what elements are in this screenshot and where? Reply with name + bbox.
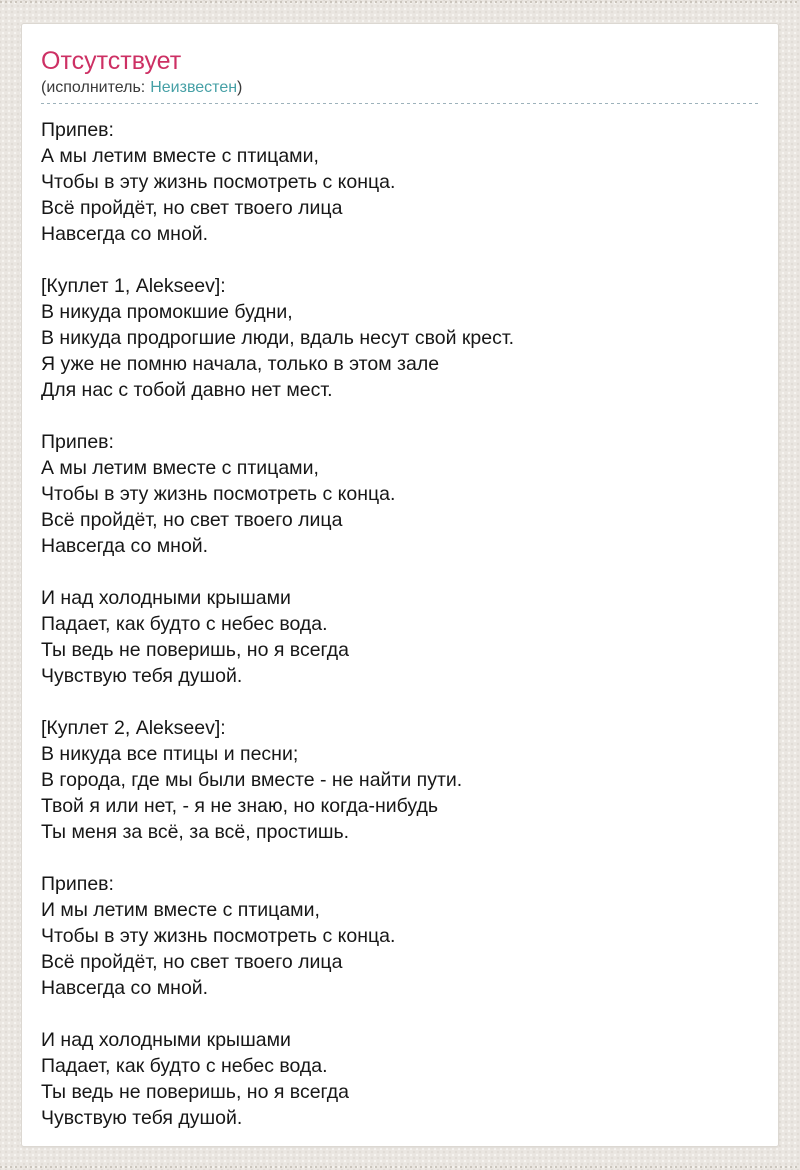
song-title: Отсутствует xyxy=(41,47,182,75)
lyric-line: И мы летим вместе с птицами, xyxy=(41,899,320,921)
lyric-line: Всё пройдёт, но свет твоего лица xyxy=(41,951,343,973)
lyric-line: Твой я или нет, - я не знаю, но когда-нибудь xyxy=(41,795,439,817)
artist-close-paren: ) xyxy=(237,79,243,96)
page-edge-texture-bottom xyxy=(0,1166,800,1168)
lyric-line: Навсегда со мной. xyxy=(41,977,209,999)
lyrics-card xyxy=(21,23,779,1147)
lyric-line: Припев: xyxy=(41,431,114,453)
lyric-stanza xyxy=(41,117,758,247)
artist-line xyxy=(41,78,758,98)
lyric-line: Ты ведь не поверишь, но я всегда xyxy=(41,1081,350,1103)
lyric-stanza xyxy=(41,429,758,559)
lyric-line: Ты меня за всё, за всё, простишь. xyxy=(41,821,350,843)
lyric-line: Припев: xyxy=(41,119,114,141)
lyric-line: В никуда промокшие будни, xyxy=(41,301,293,323)
lyric-line: Для нас с тобой давно нет мест. xyxy=(41,379,333,401)
song-header xyxy=(41,46,758,104)
lyric-line: Чувствую тебя душой. xyxy=(41,1107,243,1129)
lyric-line: Чтобы в эту жизнь посмотреть с конца. xyxy=(41,483,396,505)
lyric-line: Всё пройдёт, но свет твоего лица xyxy=(41,197,343,219)
lyric-line: Ты ведь не поверишь, но я всегда xyxy=(41,639,350,661)
lyric-line: Чувствую тебя душой. xyxy=(41,665,243,687)
lyric-line: И над холодными крышами xyxy=(41,1029,291,1051)
lyric-stanza xyxy=(41,273,758,403)
lyric-line: Чтобы в эту жизнь посмотреть с конца. xyxy=(41,925,396,947)
artist-label: (исполнитель: xyxy=(41,79,146,96)
lyrics-text xyxy=(41,117,758,1131)
lyric-line: А мы летим вместе с птицами, xyxy=(41,145,319,167)
lyric-line: Падает, как будто с небес вода. xyxy=(41,1055,328,1077)
artist-link[interactable]: Неизвестен xyxy=(150,79,238,96)
page-edge-texture-top xyxy=(0,1,800,3)
lyric-stanza xyxy=(41,715,758,845)
lyric-line: В никуда продрогшие люди, вдаль несут свой крест. xyxy=(41,327,515,349)
lyric-line: Чтобы в эту жизнь посмотреть с конца. xyxy=(41,171,396,193)
lyric-line: Навсегда со мной. xyxy=(41,535,209,557)
lyric-stanza xyxy=(41,585,758,689)
lyric-line: [Куплет 1, Alekseev]: xyxy=(41,275,226,297)
lyric-line: Навсегда со мной. xyxy=(41,223,209,245)
lyric-stanza xyxy=(41,1027,758,1131)
lyric-line: Всё пройдёт, но свет твоего лица xyxy=(41,509,343,531)
lyric-line: В города, где мы были вместе - не найти пути. xyxy=(41,769,463,791)
lyric-line: [Куплет 2, Alekseev]: xyxy=(41,717,226,739)
lyric-line: А мы летим вместе с птицами, xyxy=(41,457,319,479)
lyric-line: Падает, как будто с небес вода. xyxy=(41,613,328,635)
lyric-line: Я уже не помню начала, только в этом зале xyxy=(41,353,440,375)
lyric-line: И над холодными крышами xyxy=(41,587,291,609)
lyric-line: Припев: xyxy=(41,873,114,895)
lyric-line: В никуда все птицы и песни; xyxy=(41,743,299,765)
lyric-stanza xyxy=(41,871,758,1001)
